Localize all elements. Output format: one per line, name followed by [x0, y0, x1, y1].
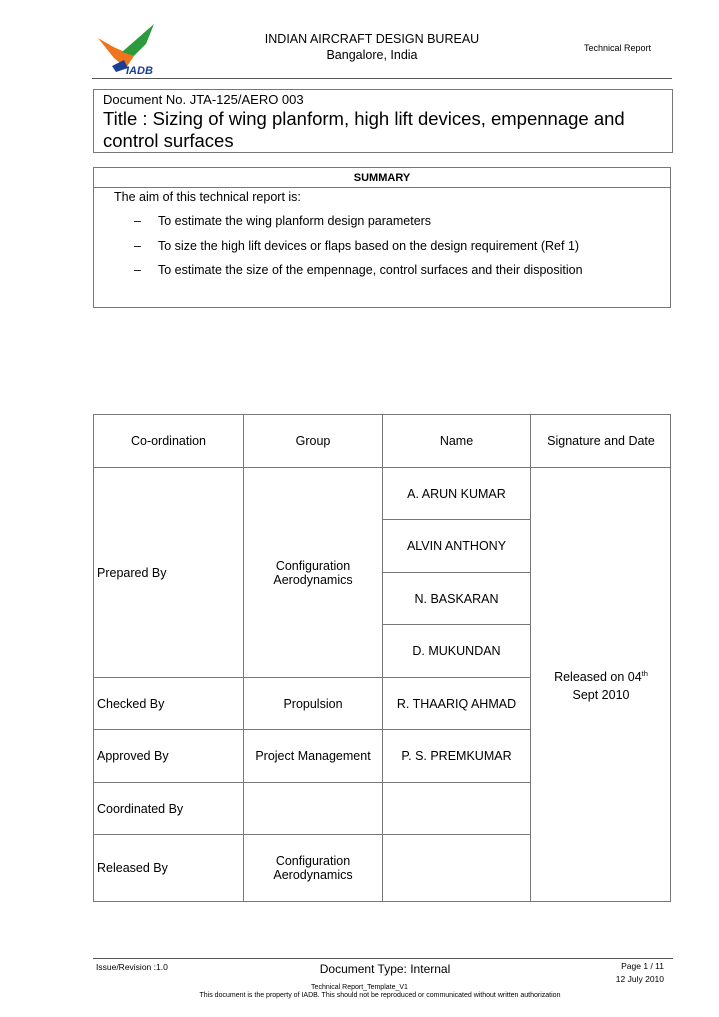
list-item [134, 263, 583, 288]
approver-name: P. S. PREMKUMAR [401, 749, 512, 763]
group-configuration-aerodynamics: Configuration Aerodynamics [273, 854, 353, 882]
release-date-line2: Sept 2010 [572, 687, 630, 702]
document-type: Document Type: Internal [319, 962, 451, 976]
header-divider [92, 78, 672, 79]
column-header-group: Group [295, 434, 331, 448]
group-propulsion: Propulsion [283, 696, 343, 711]
role-prepared-by: Prepared By [97, 565, 167, 580]
footer-divider [93, 958, 673, 959]
group-configuration-aerodynamics: Configuration Aerodynamics [273, 558, 353, 587]
svg-text:IADB: IADB [126, 65, 153, 77]
preparer-name: A. ARUN KUMAR [407, 487, 506, 501]
group-project-management: Project Management [255, 749, 371, 763]
template-name: Technical Report_Template_V1 [311, 984, 408, 991]
preparer-name: N. BASKARAN [414, 592, 499, 606]
releaser-name [383, 835, 530, 901]
preparer-name: D. MUKUNDAN [412, 644, 501, 658]
title-box [93, 89, 673, 153]
organization-location: Bangalore, India [326, 48, 418, 62]
role-checked-by: Checked By [97, 696, 165, 711]
preparer-name: ALVIN ANTHONY [406, 539, 507, 553]
issue-revision: Issue/Revision :1.0 [96, 962, 168, 972]
column-header-signature-date: Signature and Date [547, 434, 655, 448]
list-item-text: To estimate the size of the empennage, control surfaces and their disposition [158, 263, 583, 277]
document-number: Document No. JTA-125/AERO 003 [103, 92, 304, 107]
column-header-name: Name [439, 434, 474, 448]
document-date: 12 July 2010 [615, 974, 664, 984]
coordinated-group [244, 783, 382, 834]
role-approved-by: Approved By [97, 749, 169, 763]
bullet-dash: – [134, 263, 141, 277]
coordinator-name [383, 783, 530, 834]
summary-box [93, 167, 671, 308]
checker-name: R. THAARIQ AHMAD [396, 696, 517, 711]
column-header-coordination: Co-ordination [130, 434, 207, 448]
list-item-text: To estimate the wing planform design parameters [158, 214, 432, 228]
page-number: Page 1 / 11 [621, 961, 664, 971]
document-title: Title : Sizing of wing planform, high lift devices, empennage and control surfaces [103, 108, 625, 151]
list-item [134, 239, 583, 264]
release-date-line1: Released on 04 [554, 670, 642, 685]
signoff-table [93, 414, 671, 902]
list-item-text: To size the high lift devices or flaps based on the design requirement (Ref 1) [158, 238, 580, 253]
bullet-dash: – [134, 214, 141, 228]
summary-list [134, 214, 583, 288]
role-released-by: Released By [97, 861, 168, 875]
property-notice: This document is the property of IADB. This should not be reproduced or communicated without written authorization [199, 992, 561, 999]
summary-intro: The aim of this technical report is: [114, 190, 301, 204]
role-coordinated-by: Coordinated By [97, 801, 184, 816]
summary-heading: SUMMARY [94, 168, 670, 188]
document-category: Technical Report [584, 43, 652, 53]
release-signature-date [531, 468, 671, 901]
organization-header [240, 31, 504, 63]
bullet-dash: – [134, 238, 141, 253]
release-date-ordinal: th [641, 669, 648, 679]
organization-name: INDIAN AIRCRAFT DESIGN BUREAU [264, 32, 480, 46]
iadb-logo [92, 22, 162, 78]
list-item [134, 214, 583, 239]
